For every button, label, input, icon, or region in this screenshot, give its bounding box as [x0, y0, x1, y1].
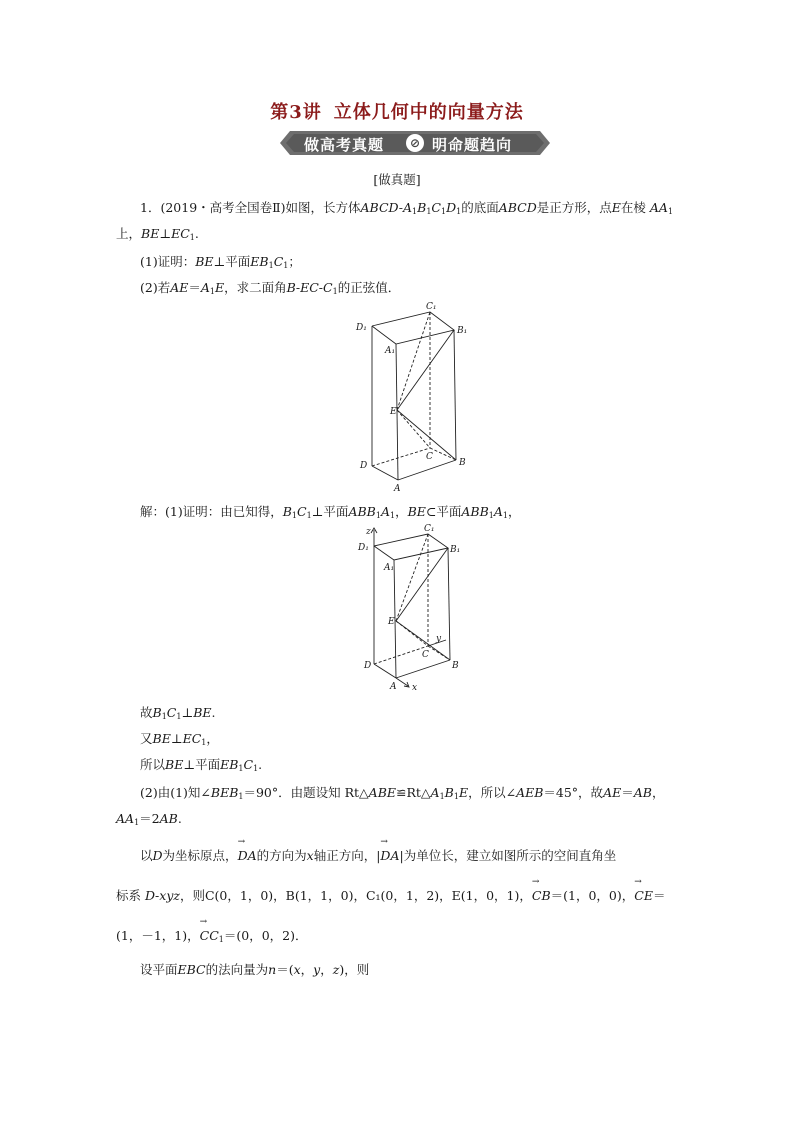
fig2-label-y: y	[436, 634, 442, 644]
math-box: ABCD-A	[360, 200, 413, 215]
fig1-edge-bb1	[454, 330, 456, 460]
fig2-edge-dc	[374, 646, 428, 664]
fig2-label-b1: B₁	[450, 545, 461, 555]
solution-line-4: 所以BE⊥平面$EB_1C_1$.	[140, 757, 263, 773]
page-title	[0, 98, 794, 124]
fig2-label-d1: D₁	[358, 543, 369, 553]
sol-s2b: ＝90°．由题设知 Rt△	[243, 785, 369, 800]
sol-coord6: 标系	[116, 888, 142, 903]
sol-normal4: )，则	[339, 962, 370, 977]
sol-s1b: ⊥平面	[311, 504, 349, 519]
fig1-edge-cb	[430, 448, 456, 460]
fig2-label-b: B	[452, 661, 459, 671]
fig2-label-e: E	[388, 617, 395, 627]
sol-s2c: ≌Rt△	[396, 785, 431, 800]
sol-s2d: ，所以∠	[468, 785, 517, 800]
figure-cuboid-2	[356, 522, 466, 694]
sol-s2a: (2)由(1)知∠	[140, 785, 211, 800]
problem-e-on: 在棱	[620, 200, 646, 215]
figure-cuboid-1	[350, 298, 480, 493]
solution-line-3: 又$BE\perp EC_1$，	[140, 731, 219, 747]
fig2-line-ec	[396, 621, 428, 646]
fig1-line-ec	[397, 410, 430, 448]
math-relation: BE⊥EC	[141, 226, 190, 241]
banner-left-text: 做高考真题	[304, 136, 385, 154]
fig2-label-a: A	[390, 682, 397, 692]
sol-s2f: AA	[116, 811, 135, 826]
fig2-label-a1: A₁	[384, 563, 395, 573]
problem-mid: 的底面	[461, 200, 499, 215]
sol-coord3: 的方向为	[256, 848, 307, 863]
title-topic: 立体几何中的向量方法	[333, 102, 524, 123]
fig2-top-face	[374, 534, 448, 560]
sol-coord7: ，则	[179, 888, 205, 903]
math-base: ABCD	[498, 200, 537, 215]
problem-intro: 1．(2019・高考全国卷Ⅱ)如图，长方体	[140, 200, 361, 215]
solution-line-2: 故$B_1C_1\perp BE$.	[140, 705, 216, 721]
fig1-label-a1: A₁	[385, 346, 396, 356]
fig2-line-eb1	[396, 548, 448, 621]
fig2-label-x: x	[412, 683, 418, 693]
fig2-label-d: D	[364, 661, 372, 671]
section-banner	[280, 131, 550, 155]
sol-also: 又	[140, 731, 153, 746]
solution-line-7: 以D为坐标原点，→ DA的方向为x轴正方向，|→ DA|为单位长，建立如图所示的空间直角坐	[140, 846, 616, 864]
sol-normal3: ＝(	[276, 962, 294, 977]
fig1-edge-ab	[398, 460, 456, 480]
q2-rest: 求二面角	[236, 280, 287, 295]
math-edge: AA	[649, 200, 668, 215]
solution-line-10: 设平面EBC的法向量为n＝(x，y，z)，则	[140, 962, 370, 977]
problem-mid2: 是正方形，点	[536, 200, 612, 215]
q2-label: (2)若	[140, 280, 171, 295]
section-heading: [做真题]	[373, 172, 421, 187]
solution-line-1: 解：(1)证明：由已知得，$B_1C_1\perp$平面$ABB_1A_1$，BE⊂平面$ABB_1A_1$，	[140, 504, 521, 520]
problem-line-1: 1．(2019・高考全国卷Ⅱ)如图，长方体ABCD-$A_1B_1C_1D_1$的底面ABCD是正方形，点E在棱 $AA_1$	[140, 200, 674, 216]
fig1-line-ec1	[397, 312, 430, 410]
sol-coord2: 为坐标原点，	[162, 848, 238, 863]
sol-coord5: |为单位长，建立如图所示的空间直角坐	[399, 848, 617, 863]
fig2-label-c1: C₁	[424, 524, 435, 534]
fig2-edge-da	[374, 664, 396, 678]
fig1-label-b: B	[459, 458, 466, 468]
banner-right-text: 明命题趋向	[432, 136, 513, 154]
problem-line2a: 上，	[116, 226, 142, 241]
sol-normal: 设平面	[140, 962, 178, 977]
solution-line-6: $AA_1=2AB$.	[116, 811, 182, 827]
fig2-line-ec1	[396, 534, 428, 621]
solution-line-8: 标系 D-xyz，则C(0，1，0)，B(1，1，0)，C₁(0，1，2)，E(1，0，1)，→ CB＝(1，0，0)，→ CE＝	[116, 886, 665, 904]
q1-rest: ⊥平面	[213, 254, 251, 269]
fig1-label-d1: D₁	[356, 323, 367, 333]
fig1-label-d: D	[360, 461, 368, 471]
title-lecture: 第3讲	[270, 102, 322, 123]
solution-line-5: (2)由(1)知$\angle BEB_1=90^\circ$．由题设知 $Rt\triangle ABE≌Rt\triangle A_1B_1E$，所以∠AEB＝45°，故AE＝AB，	[140, 785, 665, 801]
fig1-edge-dc	[372, 448, 430, 466]
fig1-label-b1: B₁	[457, 326, 468, 336]
fig2-axis-x	[396, 678, 408, 686]
sol-cc1: ＝(0，0，2)．	[223, 928, 308, 943]
sol-s1a: 解：(1)证明：由已知得，	[140, 504, 283, 519]
q1-label: (1)证明：	[140, 254, 196, 269]
sol-coord4: 轴正方向，|	[313, 848, 381, 863]
sol-s2g: ＝2	[139, 811, 160, 826]
sol-s1c: ⊂平面	[425, 504, 462, 519]
sol-ce: ＝	[652, 888, 666, 903]
fig1-label-e: E	[390, 407, 397, 417]
fig1-top-face	[372, 312, 454, 344]
fig2-edge-bb1	[448, 548, 450, 660]
question-1: (1)证明：BE⊥平面$EB_1C_1$；	[140, 254, 301, 270]
sol-ce-val: (1，－1，1)，	[116, 928, 200, 943]
fig2-edge-ab	[396, 660, 450, 678]
fig1-label-c1: C₁	[426, 302, 437, 312]
fig2-label-c: C	[422, 650, 429, 660]
banner-circle-icon: ⊘	[406, 134, 424, 152]
question-2: (2)若$AE=A_1E$，求二面角$B-EC-C_1$的正弦值．	[140, 280, 401, 296]
problem-line-2: 上，$BE\perp EC_1$.	[116, 226, 199, 242]
fig1-edge-da	[372, 466, 398, 480]
sol-hence: 所以	[140, 757, 166, 772]
sol-normal2: 的法向量为	[205, 962, 269, 977]
solution-line-9: (1，－1，1)，→ $CC_1=(0$，0，2)．	[116, 926, 307, 944]
sol-plane-word: ⊥平面	[183, 757, 221, 772]
sol-s2e: ＝45°，故	[543, 785, 604, 800]
sol-therefore: 故	[140, 705, 153, 720]
sol-coord1: 以	[140, 848, 153, 863]
q2-end: 的正弦值．	[337, 280, 401, 295]
fig2-label-z: z	[366, 527, 371, 537]
sol-cb: ＝(1，0，0)，	[550, 888, 635, 903]
fig1-label-a: A	[394, 484, 401, 493]
fig1-label-c: C	[426, 452, 433, 462]
sol-points: C(0，1，0)，B(1，1，0)，C₁(0，1，2)，E(1，0，1)，	[204, 888, 532, 903]
